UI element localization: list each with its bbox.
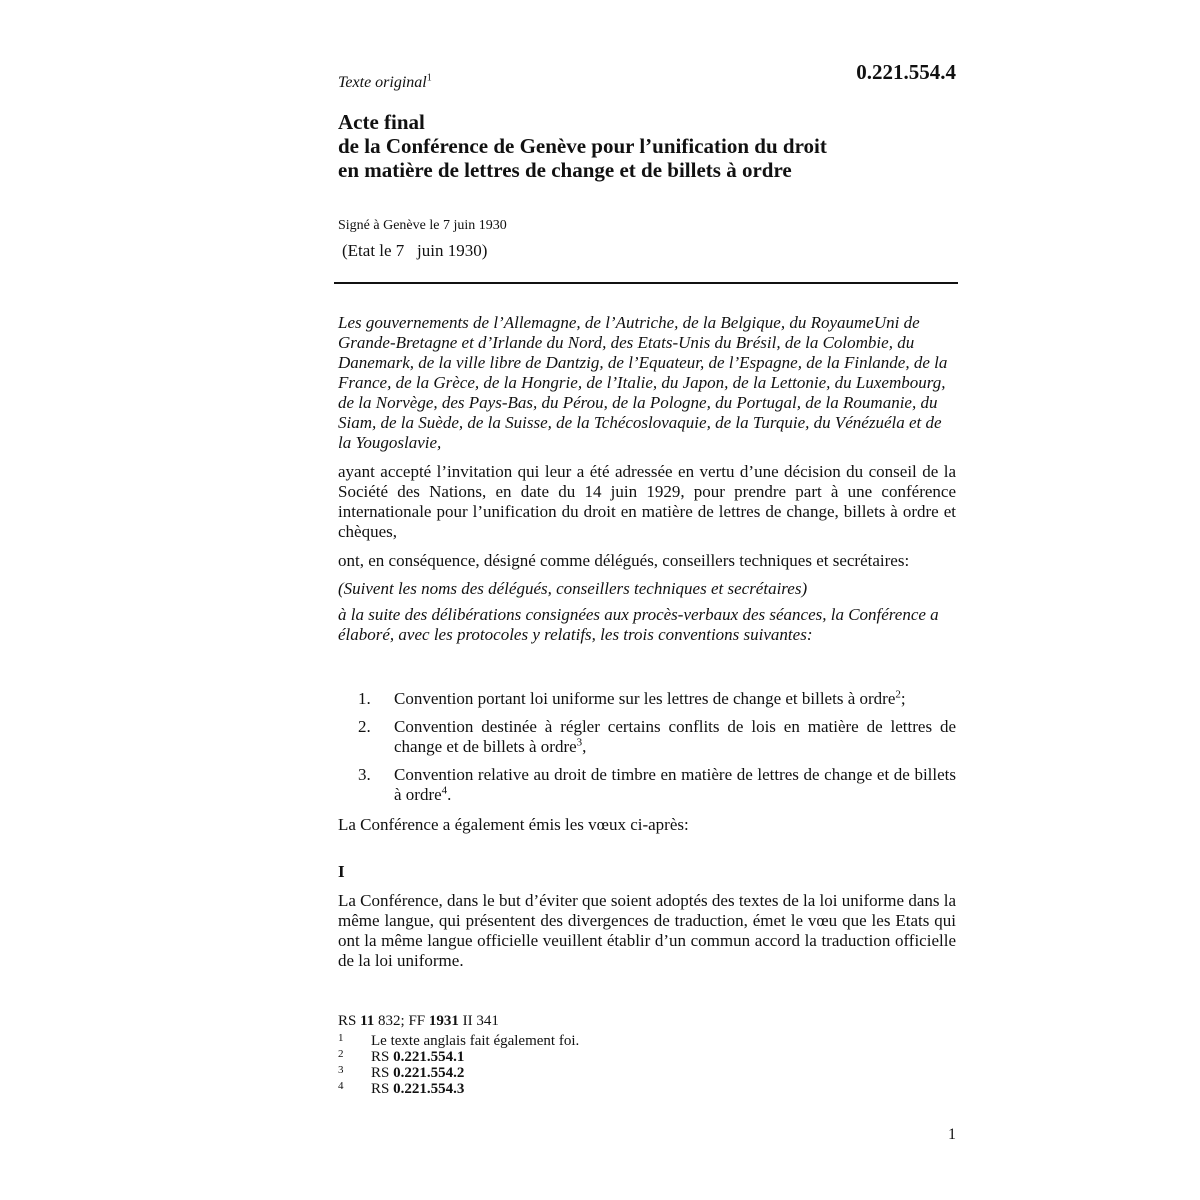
convention-number: 2. [358,717,371,736]
preamble-names-note: (Suivent les noms des délégués, conseillers techniques et secrétaires) [338,579,808,598]
convention-item-1: 1. Convention portant loi uniforme sur les lettres de change et billets à ordre$^2$; [358,688,906,708]
title-line-2: de la Conférence de Genève pour l’unification du droit [338,134,827,158]
footnote-ref-2[interactable]: 2 [895,688,901,701]
footnote-number: 2 [338,1048,344,1060]
preamble-governments: Les gouvernements de l’Allemagne, de l’Autriche, de la Belgique, du RoyaumeUni de Grande-Bretagne et d’Irlande du Nord, des Etats-Unis du Brésil, de la Colombie, du Danemark, de la ville libre de Dantzig, de l’Equateur, de l’Espagne, de la Finlande, de la France, de la Grèce, de la Hongrie, de l’Italie, du Japon, de la Lettonie, du Luxembourg, de la Norvège, des Pays-Bas, du Pérou, de la Pologne, du Portugal, de la Roumanie, du Siam, de la Suède, de la Suisse, de la Tchécoslovaquie, de la Turquie, du Vénézuéla et de la Yougoslavie, [338,313,948,452]
footnote-text: RS 0.221.554.2 [371,1065,465,1081]
title-line-3: en matière de lettres de change et de billets à ordre [338,158,792,182]
footnote-number: 3 [338,1064,344,1076]
convention-text: Convention destinée à régler certains conflits de lois en matière de lettres de change et de billets à ordre [394,717,956,756]
footnote-number: 1 [338,1032,344,1044]
header-divider [334,282,958,284]
status-date: (Etat le 7 juin 1930) [342,241,488,260]
preamble-designated: ont, en conséquence, désigné comme délégués, conseillers techniques et secrétaires: [338,551,910,570]
convention-item-3: 3. Convention relative au droit de timbre en matière de lettres de change et de billets à ordre$^4$. [358,765,956,804]
section-heading: I [338,862,345,881]
wishes-intro: La Conférence a également émis les vœux ci-après: [338,815,689,834]
original-text-label: Texte original$^1$ [338,72,432,91]
document-title [338,110,956,182]
convention-text: Convention portant loi uniforme sur les lettres de change et billets à ordre [394,689,896,708]
footnote-ref-1[interactable]: 1 [426,72,432,84]
preamble-accepted: ayant accepté l’invitation qui leur a été adressée en vertu d’une décision du conseil de la Société des Nations, en date du 14 juin 1929, pour prendre part à une conférence internationale pour l’unification du droit en matière de lettres de change, billets à ordre et chèques, [338,462,956,541]
convention-number: 1. [358,689,371,708]
convention-text: Convention relative au droit de timbre en matière de lettres de change et de billets à ordre [394,765,956,804]
footnote-number: 4 [338,1080,344,1092]
section-text: La Conférence, dans le but d’éviter que soient adoptés des textes de la loi uniforme dans la même langue, qui présentent des divergences de traduction, émet le vœu que les Etats qui ont la même langue officielle veuillent établir d’un commun accord la traduction officielle de la loi uniforme. [338,891,956,970]
preamble-following: à la suite des délibérations consignées aux procès-verbaux des séances, la Conférence a élaboré, avec les protocoles y relatifs, les trois conventions suivantes: [338,605,939,644]
title-line-1: Acte final [338,110,425,134]
footnote-text: RS 0.221.554.1 [371,1049,465,1065]
footnote-source: RS 11 832; FF 1931 II 341 [338,1013,499,1029]
sr-number: 0.221.554.4 [856,60,956,84]
footnote-ref-4[interactable]: 4 [441,784,448,797]
footnote-text: RS 0.221.554.3 [371,1081,465,1097]
footnote-ref-3[interactable]: 3 [576,736,583,749]
convention-number: 3. [358,765,371,784]
signing-date: Signé à Genève le 7 juin 1930 [338,218,507,233]
footnote-text: Le texte anglais fait également foi. [371,1033,580,1049]
convention-item-2: 2. Convention destinée à régler certains conflits de lois en matière de lettres de change et de billets à ordre$^3$, [358,717,956,756]
page-number: 1 [948,1126,956,1143]
